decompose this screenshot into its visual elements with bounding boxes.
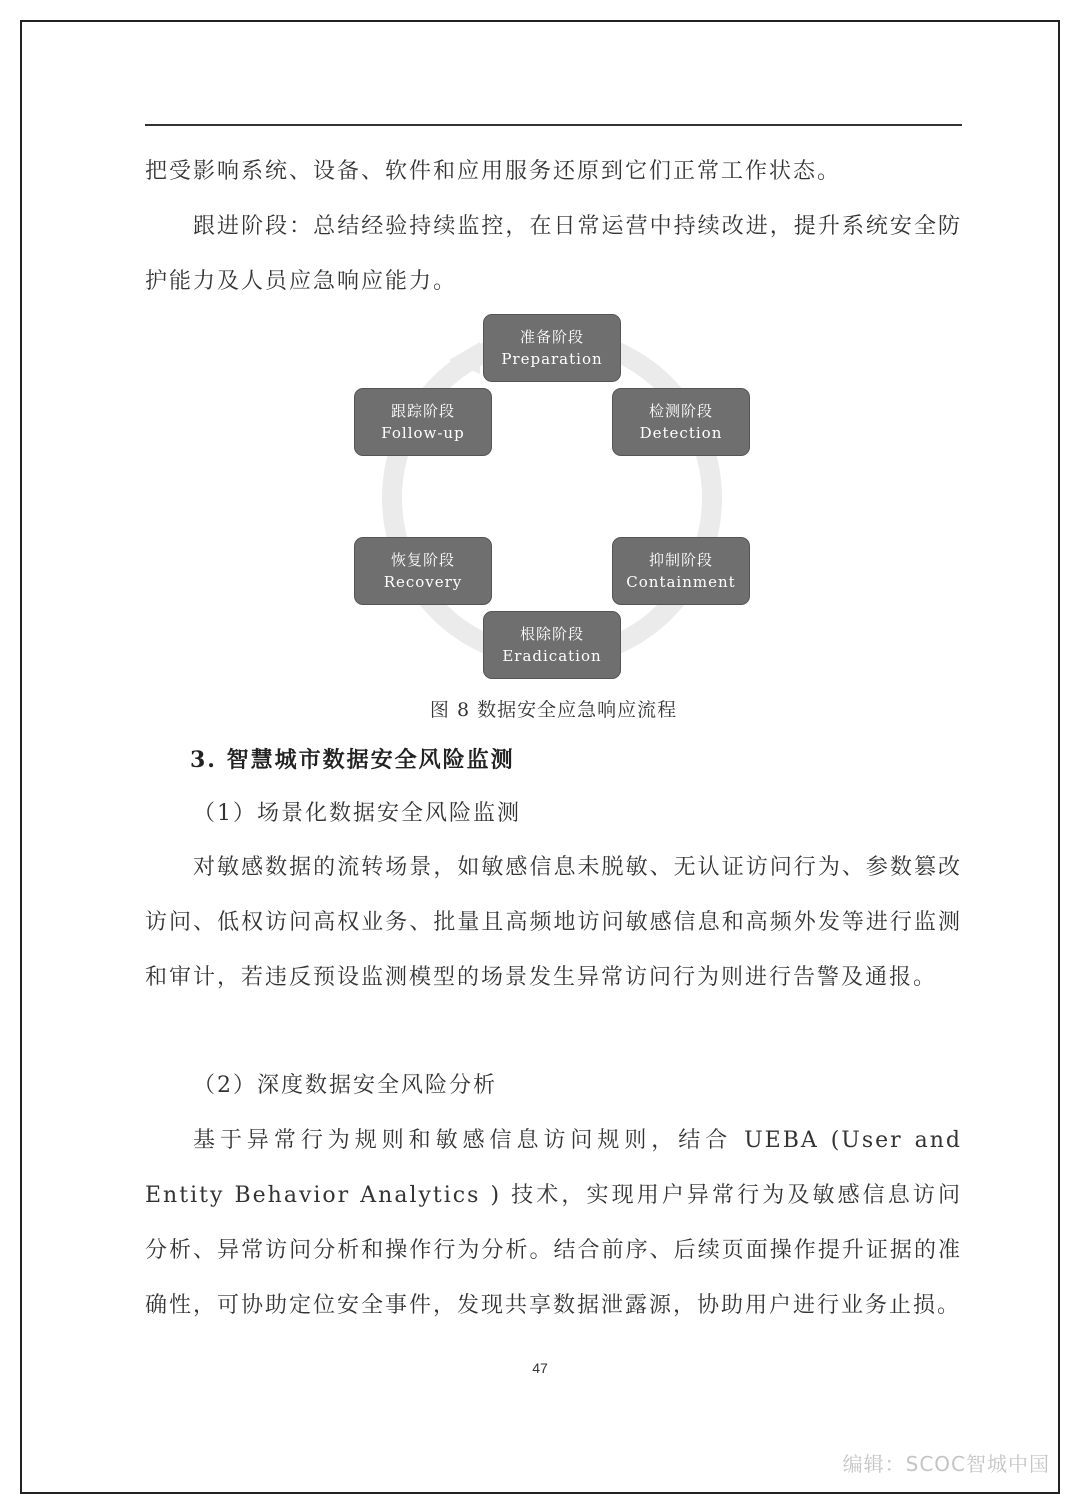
stage-label-en: Follow-up: [381, 424, 465, 442]
stage-label-cn: 跟踪阶段: [390, 402, 455, 420]
stage-recovery: [354, 537, 492, 605]
section-heading: 3. 智慧城市数据安全风险监测: [190, 747, 515, 773]
stage-label-en: Recovery: [383, 573, 463, 591]
subsection-heading-1: （1）场景化数据安全风险监测: [193, 801, 521, 826]
stage-label-en: Detection: [639, 424, 723, 442]
stage-follow-up: [354, 388, 492, 456]
stage-eradication: [483, 611, 621, 679]
stage-preparation: [483, 314, 621, 382]
watermark: 编辑：SCOC智城中国: [842, 1452, 1050, 1476]
stage-detection: [612, 388, 750, 456]
paragraph-recovery-end: 把受影响系统、设备、软件和应用服务还原到它们正常工作状态。: [145, 159, 842, 184]
stage-label-en: Eradication: [502, 647, 602, 665]
response-cycle-diagram: [352, 312, 752, 684]
stage-label-cn: 恢复阶段: [390, 551, 455, 569]
stage-label-cn: 根除阶段: [519, 625, 584, 643]
stage-label-cn: 检测阶段: [648, 402, 713, 420]
subsection-heading-2: （2）深度数据安全风险分析: [193, 1073, 497, 1098]
stage-label-cn: 抑制阶段: [648, 551, 713, 569]
stage-containment: [612, 537, 750, 605]
stage-label-en: Containment: [626, 573, 736, 591]
figure-caption: 图 8 数据安全应急响应流程: [429, 699, 678, 721]
header-rule: [145, 124, 962, 126]
stage-label-cn: 准备阶段: [519, 328, 584, 346]
stage-label-en: Preparation: [501, 350, 603, 368]
paragraph-deep-analysis: 基于异常行为规则和敏感信息访问规则，结合 UEBA (User and Entity Behavior Analytics ) 技术，实现用户异常行为及敏感信息访问分析、异常访问分析和操作行为分析。结合前序、后续页面操作提升证据的准确性，可协助定位安全事件，发现共享数据泄露源，协助用户进行业务止损。: [145, 1128, 962, 1318]
page-number: 47: [532, 1360, 548, 1376]
paragraph-scenario-monitoring: 对敏感数据的流转场景，如敏感信息未脱敏、无认证访问行为、参数篡改访问、低权访问高权业务、批量且高频地访问敏感信息和高频外发等进行监测和审计，若违反预设监测模型的场景发生异常访问行为则进行告警及通报。: [145, 855, 962, 990]
paragraph-follow-up: 跟进阶段：总结经验持续监控，在日常运营中持续改进，提升系统安全防护能力及人员应急响应能力。: [145, 214, 962, 294]
